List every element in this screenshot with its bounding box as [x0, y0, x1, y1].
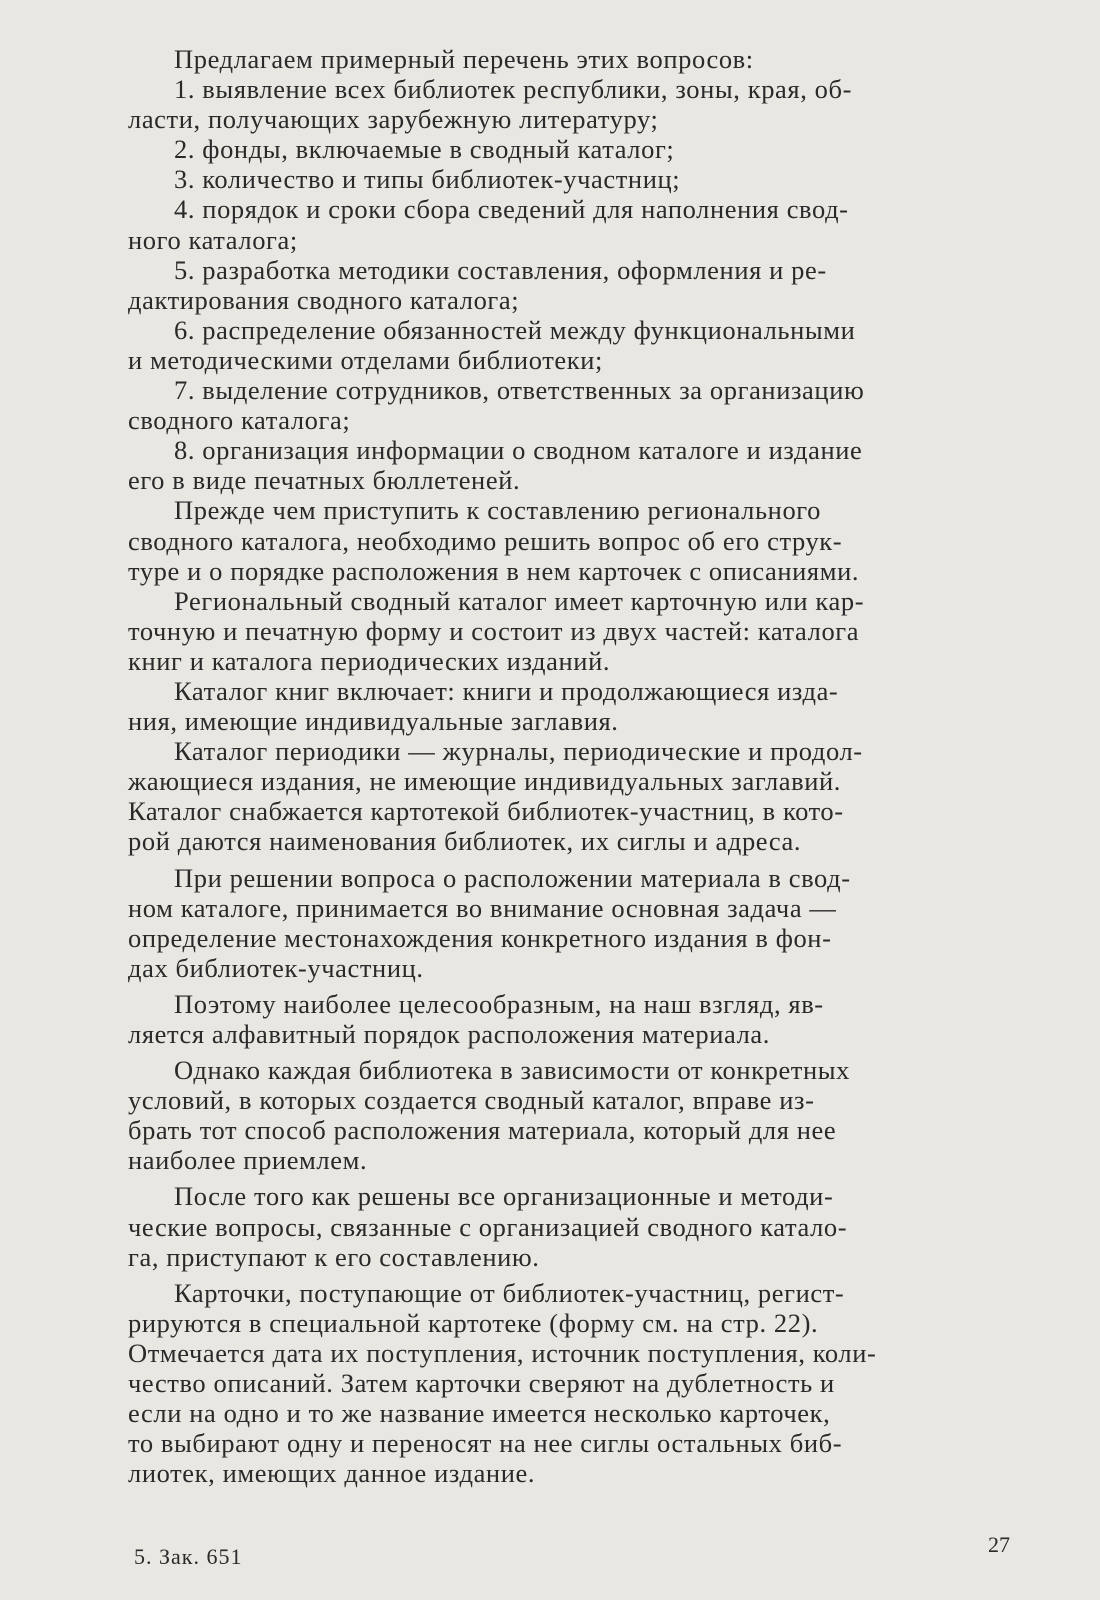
paragraph-line: жающиеся издания, не имеющие индивидуальных заглавий. — [128, 766, 842, 797]
paragraph-line: Отмечается дата их поступления, источник поступления, коли- — [128, 1337, 877, 1368]
list-item-5: 5. разработка методики составления, оформления и ре- — [174, 254, 827, 285]
list-item-8: 8. организация информации о сводном каталоге и издание — [174, 435, 863, 466]
paragraph-line: брать тот способ расположения материала, который для нее — [128, 1115, 837, 1146]
printer-signature: 5. Зак. 651 — [134, 1544, 243, 1569]
list-item-3: 3. количество и типы библиотек-участниц; — [174, 164, 681, 195]
paragraph-line: определение местонахождения конкретного издания в фон- — [128, 922, 832, 953]
paragraph-line: рой даются наименования библиотек, их сиглы и адреса. — [128, 826, 802, 857]
list-item-7-cont: сводного каталога; — [128, 405, 351, 436]
paragraph-line: ляется алфавитный порядок расположения материала. — [128, 1019, 770, 1049]
paragraph-line: рируются в специальной картотеке (форму см. на стр. 22). — [128, 1307, 819, 1338]
list-item-4: 4. порядок и сроки сбора сведений для наполнения свод- — [174, 194, 849, 225]
paragraph-line: Каталог книг включает: книги и продолжающиеся изда- — [174, 675, 839, 706]
paragraph-line: ческие вопросы, связанные с организацией сводного катало- — [128, 1211, 848, 1242]
paragraph-line: то выбирают одну и переносят на нее сиглы остальных биб- — [128, 1428, 843, 1459]
paragraph-line: наиболее приемлем. — [128, 1145, 368, 1176]
paragraph-line: дах библиотек-участниц. — [128, 952, 424, 983]
paragraph-line: условий, в которых создается сводный каталог, вправе из- — [128, 1085, 815, 1116]
paragraph-line: сводного каталога, необходимо решить вопрос об его струк- — [128, 525, 843, 556]
paragraph-line: При решении вопроса о расположении материала в свод- — [174, 862, 851, 893]
page-number: 27 — [988, 1532, 1010, 1557]
paragraph-line: Прежде чем приступить к составлению регионального — [174, 495, 821, 526]
paragraph-line: ном каталоге, принимается во внимание основная задача — — [128, 892, 837, 923]
list-item-5-cont: дактирования сводного каталога; — [128, 284, 520, 315]
paragraph-line: Региональный сводный каталог имеет карточную или кар- — [174, 585, 865, 616]
paragraph-line: ния, имеющие индивидуальные заглавия. — [128, 706, 619, 737]
paragraph-line: Поэтому наиболее целесообразным, на наш взгляд, яв- — [174, 988, 824, 1019]
paragraph-line: точную и печатную форму и состоит из двух частей: каталога — [128, 615, 860, 646]
list-item-6-cont: и методическими отделами библиотеки; — [128, 344, 603, 375]
paragraph-line: Однако каждая библиотека в зависимости от конкретных — [174, 1055, 851, 1086]
list-item-4-cont: ного каталога; — [128, 224, 298, 255]
paragraph-line: После того как решены все организационные и методи- — [174, 1181, 834, 1212]
paragraph-line: га, приступают к его составлению. — [128, 1241, 540, 1272]
paragraph-line: Каталог периодики — журналы, периодические и продол- — [174, 736, 863, 767]
paragraph-line: Каталог снабжается картотекой библиотек-участниц, в кото- — [128, 796, 844, 827]
list-item-8-cont: его в виде печатных бюллетеней. — [128, 465, 521, 496]
paragraph-line: если на одно и то же название имеется несколько карточек, — [128, 1398, 831, 1429]
list-item-6: 6. распределение обязанностей между функциональными — [174, 314, 856, 345]
list-item-2: 2. фонды, включаемые в сводный каталог; — [174, 134, 675, 165]
paragraph-line: туре и о порядке расположения в нем карточек с описаниями. — [128, 555, 860, 586]
paragraph-line: Предлагаем примерный перечень этих вопросов: — [174, 44, 754, 74]
paragraph-line: Карточки, поступающие от библиотек-участниц, регист- — [174, 1277, 845, 1308]
paragraph-line: чество описаний. Затем карточки сверяют на дублетность и — [128, 1368, 835, 1399]
list-item-1: 1. выявление всех библиотек республики, зоны, края, об- — [174, 74, 853, 105]
list-item-1-cont: ласти, получающих зарубежную литературу; — [128, 104, 659, 135]
body-text — [128, 44, 1004, 1488]
paragraph-line: лиотек, имеющих данное издание. — [128, 1458, 536, 1489]
list-item-7: 7. выделение сотрудников, ответственных за организацию — [174, 375, 865, 406]
paragraph-line: книг и каталога периодических изданий. — [128, 645, 611, 676]
